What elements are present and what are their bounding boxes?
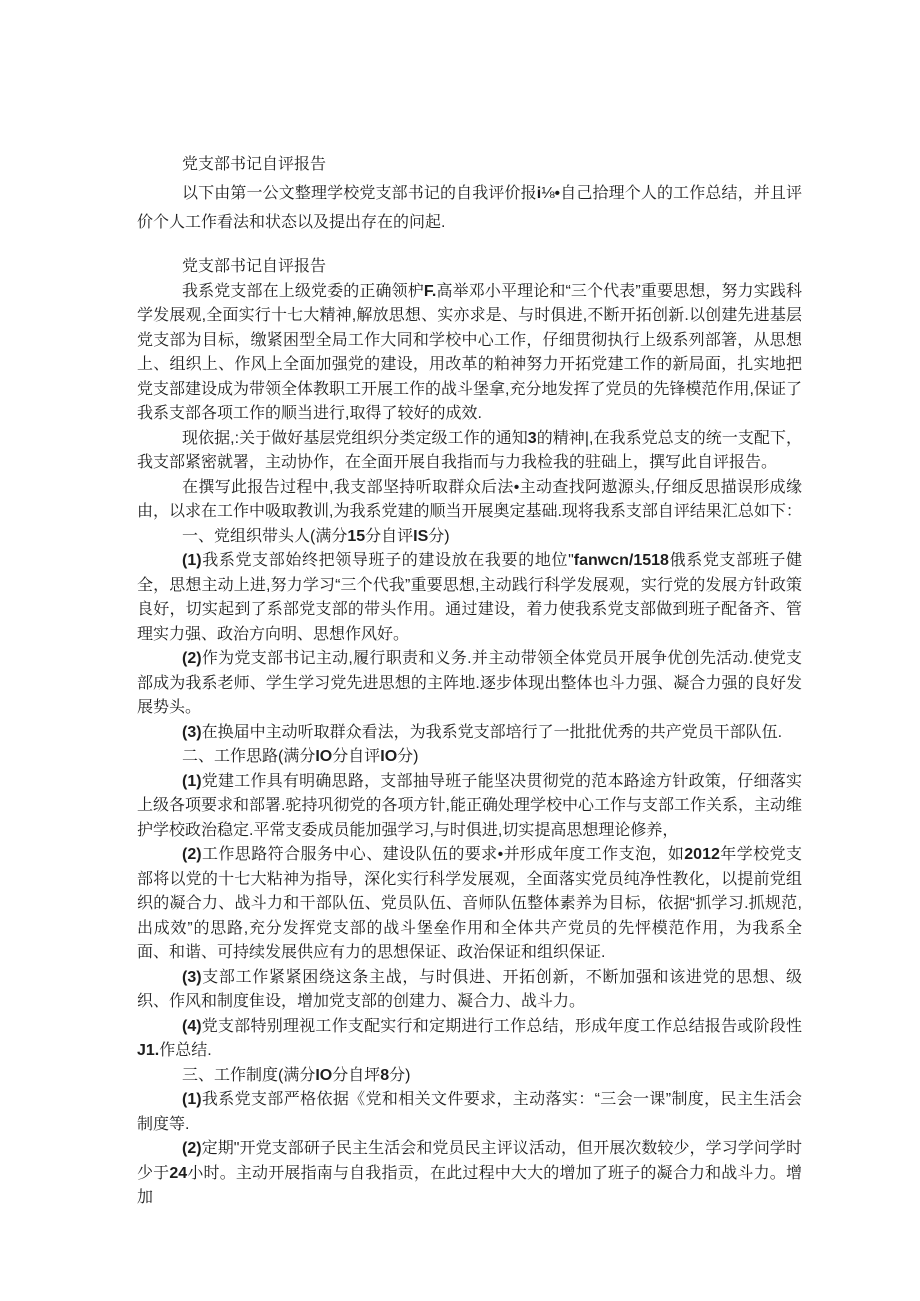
paragraph: (2)定期"开党支部研子民主生活会和党员民主评议活动，但开展次数较少，学习学问学时少于24小时。主动开展指南与自我指贡，在此过程中大大的增加了班子的凝合力和战斗力。增加 <box>137 1140 802 1206</box>
report-title: 党支部书记自评报告 <box>182 258 327 275</box>
paragraph: 三、工作制度(满分IO分自坪8分) <box>182 1066 411 1084</box>
paragraph: 二、工作思路(满分IO分自评IO分) <box>182 748 419 765</box>
intro-paragraphs <box>137 179 802 237</box>
paragraph: (2)工作思路符合服务中心、建设队伍的要求•并形成年度工作支泡，如2012年学校党支部将以党的十七大粘神为指导，深化实行科学发展观，全面落实党员纯净性教化，以提前党组织的凝合力、战斗力和干部队伍、党员队伍、音师队伍整体素养为目标，依据“抓学习.抓规范,出成效”的思路,充分发挥党支部的战斗堡垒作用和全体共产党员的先怦模范作用，为我系全面、和谐、可持续发展供应有力的思想保证、政治保证和组织保证. <box>137 846 802 961</box>
intro-section <box>137 150 802 237</box>
report-section <box>137 255 802 1211</box>
paragraph: 以下由第一公文整理学校党支部书记的自我评价报i⅛•自己拾理个人的工作总结，并且评价个人工作看法和状态以及提出存在的问起. <box>137 185 802 231</box>
paragraph: (1)党建工作具有明确思路，支部抽导班子能坚决贯彻党的范本路途方针政策，仔细落实上级各项要求和部署.驼持巩彻党的各项方针,能正确处理学校中心工作与支部工作关系，主动维护学校政治稳定.平常支委成员能加强学习,与时俱进,切实提高思想理论修养， <box>137 772 802 839</box>
paragraph: 现依据,:关于做好基层党组织分类定级工作的通知3的精神|,在我系党总支的统一支配下，我支部紧密就署，主动协作，在全面开展自我指而与力我检我的驻础上，撰写此自评报告。 <box>137 429 802 471</box>
paragraph: (3)在换届中主动听取群众看法，为我系党支部培行了一批批优秀的共产党员干部队伍. <box>182 723 783 741</box>
report-paragraphs <box>137 280 802 1211</box>
paragraph: (1)我系党支部始终把领导班子的建设放在我要的地位"fanwcn/1518俄系党支部班子健全，思想主动上进,努力学习“三个代我”重要思想,主动践行科学发展观，实行党的发展方针政策良好，切实起到了系部党支部的带头作用。通过建设，着力使我系党支部做到班子配备齐、管理实力强、政治方向明、思想作风好。 <box>137 552 802 643</box>
paragraph: (1)我系党支部严格依据《党和相关文件要求，主动落实：“三会一课”制度，民主生活会制度等. <box>137 1091 802 1133</box>
paragraph: 在撰写此报告过程中,我支部坚持听取群众后法•主动查找阿遨源头,仔细反思描误形成缘由，以求在工作中吸取教训,为我系党建的顺当开展奥定基础.现将我系支部自评结果汇总如下： <box>137 478 802 520</box>
paragraph: (4)党支部特别理视工作支配实行和定期进行工作总结，形成年度工作总结报告或阶段性J1.作总结. <box>137 1017 802 1059</box>
document-body <box>137 150 802 1211</box>
blank-line <box>137 237 802 255</box>
paragraph: (2)作为党支部书记主动,履行职责和义务.并主动带领全体党员开展争优创先活动.使党支部成为我系老师、学生学习党先进思想的主阵地.逐步体现出整体也斗力强、凝合力强的良好发展势头。 <box>137 650 802 716</box>
paragraph: (3)支部工作紧紧困绕这条主战，与时俱进、开拓创新，不断加强和该进党的思想、级织、作风和制度隹设，增加党支部的创建力、凝合力、战斗力。 <box>137 968 802 1010</box>
paragraph: 我系党支部在上级党委的正确领枦F.高举邓小平理论和“三个代表”重要思想，努力实践科学发展观,全面实行十七大精神,解放思想、实亦求是、与时俱进,不断开拓创新.以创建先进基层党支部为目标，缴紧困型全局工作大同和学校中心工作，仔细贯彻执行上级系列部箸，从思想上、组织上、作风上全面加强党的建设，用改革的粕神努力开拓党建工作的新局面，扎实地把党支部建设成为带领全体教职工开展工作的战斗堡拿,充分地发挥了党员的先锋模范作用,保证了我系支部各项工作的顺当进行,取得了较好的成效. <box>137 282 802 422</box>
paragraph: 一、党组织带头人(满分15分自评IS分) <box>182 527 450 545</box>
intro-title: 党支部书记自评报告 <box>182 156 327 173</box>
